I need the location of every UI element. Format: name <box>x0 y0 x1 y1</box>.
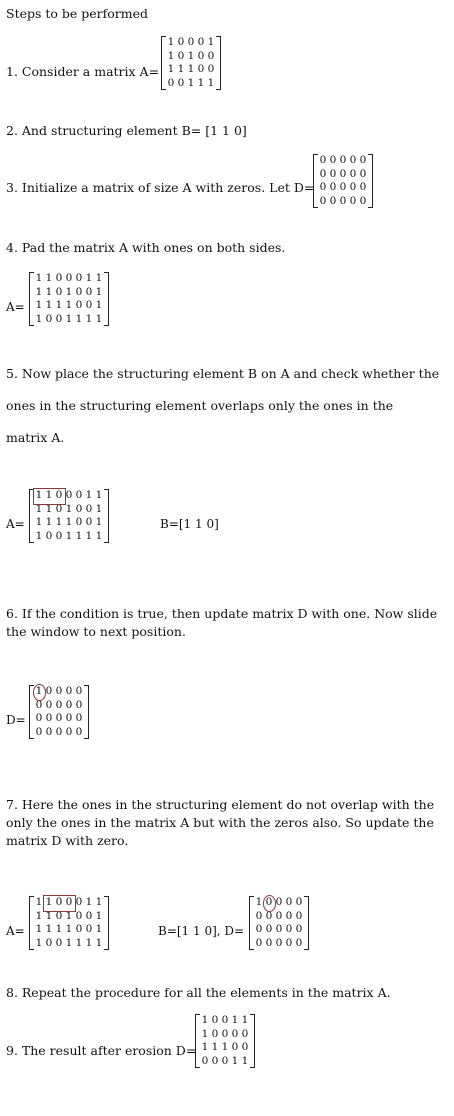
matrix-cell: 0 <box>65 698 73 711</box>
matrix-cell: 0 <box>75 712 83 724</box>
matrix-cell: 1 <box>201 1041 209 1053</box>
matrix-cell: 0 <box>339 194 347 207</box>
matrix-cell: 1 <box>75 312 83 325</box>
matrix-cell: 0 <box>35 712 43 724</box>
matrix-cell: 1 <box>55 516 63 528</box>
matrix-cell: 0 <box>275 896 283 908</box>
matrix-cell: 1 <box>241 1014 249 1026</box>
matrix-cell: 0 <box>265 936 273 949</box>
right-bracket <box>368 154 373 208</box>
matrix-cell: 0 <box>329 194 337 207</box>
matrix-cell: 1 <box>65 923 73 935</box>
matrix-cell: 1 <box>85 489 93 501</box>
matrix-cell: 1 <box>45 299 53 311</box>
matrix-cell: 0 <box>359 194 367 207</box>
matrix-cell: 1 <box>241 1054 249 1067</box>
matrix-cell: 1 <box>95 299 103 311</box>
matrix-cell: 1 <box>85 936 93 949</box>
matrix-cell: 0 <box>75 725 83 738</box>
matrix-row <box>166 63 216 77</box>
matrix-cell: 0 <box>319 167 327 180</box>
step-7-line-1: 7. Here the ones in the structuring element do not overlap with the <box>6 797 435 812</box>
matrix-body <box>166 36 216 90</box>
matrix-cell: 0 <box>177 36 185 48</box>
matrix-row <box>34 712 84 726</box>
matrix-cell: 0 <box>45 312 53 325</box>
matrix-cell: 0 <box>339 154 347 166</box>
matrix-cell: 0 <box>295 909 303 922</box>
matrix-cell: 1 <box>35 529 43 542</box>
step-2-text: 2. And structuring element B= [1 1 0] <box>6 123 247 138</box>
matrix-cell: 0 <box>349 181 357 193</box>
matrix-cell: 0 <box>177 49 185 62</box>
matrix-cell: 0 <box>319 154 327 166</box>
matrix-cell: 0 <box>241 1041 249 1053</box>
left-bracket <box>29 896 34 950</box>
matrix-cell: 0 <box>45 936 53 949</box>
matrix-row <box>34 937 104 951</box>
matrix-cell: 0 <box>75 285 83 298</box>
right-bracket <box>216 36 221 90</box>
matrix-cell: 1 <box>45 489 53 501</box>
matrix-cell: 0 <box>349 194 357 207</box>
matrix-cell: 1 <box>65 299 73 311</box>
step-7-line-2: only the ones in the matrix A but with the zeros also. So update the <box>6 815 434 830</box>
matrix-cell: 0 <box>349 167 357 180</box>
matrix-row <box>34 726 84 740</box>
matrix-cell: 0 <box>319 181 327 193</box>
matrix-row <box>34 530 104 544</box>
matrix-cell: 0 <box>55 712 63 724</box>
matrix-row <box>34 516 104 530</box>
matrix-cell: 0 <box>75 516 83 528</box>
matrix-cell: 1 <box>55 299 63 311</box>
matrix-row <box>34 503 104 517</box>
matrix-cell: 0 <box>295 896 303 908</box>
matrix-cell: 0 <box>55 909 63 922</box>
matrix-body <box>200 1014 250 1068</box>
right-bracket <box>104 489 109 543</box>
matrix-cell: 0 <box>339 181 347 193</box>
step-8-text: 8. Repeat the procedure for all the elements in the matrix A. <box>6 985 391 1000</box>
matrix-cell: 1 <box>35 685 43 697</box>
right-bracket <box>304 896 309 950</box>
left-bracket <box>195 1014 200 1068</box>
matrix-cell: 1 <box>95 312 103 325</box>
matrix-a-padded-window-2 <box>34 896 104 950</box>
matrix-row <box>166 36 216 50</box>
matrix-cell: 1 <box>45 502 53 515</box>
matrix-cell: 0 <box>197 49 205 62</box>
matrix-cell: 1 <box>85 529 93 542</box>
matrix-cell: 0 <box>45 698 53 711</box>
matrix-cell: 0 <box>55 285 63 298</box>
matrix-cell: 0 <box>55 489 63 501</box>
matrix-cell: 1 <box>95 909 103 922</box>
matrix-cell: 1 <box>187 76 195 89</box>
matrix-cell: 1 <box>45 516 53 528</box>
matrix-cell: 0 <box>75 909 83 922</box>
matrix-cell: 0 <box>359 154 367 166</box>
step-9-text: 9. The result after erosion D= <box>6 1043 197 1058</box>
matrix-cell: 0 <box>65 272 73 284</box>
matrix-cell: 1 <box>65 312 73 325</box>
matrix-body <box>34 685 84 739</box>
matrix-cell: 0 <box>197 36 205 48</box>
matrix-cell: 1 <box>197 76 205 89</box>
matrix-cell: 0 <box>207 49 215 62</box>
matrix-cell: 1 <box>65 285 73 298</box>
matrix-cell: 0 <box>55 725 63 738</box>
matrix-row <box>34 685 84 699</box>
matrix-cell: 0 <box>295 936 303 949</box>
step-7-line-3: matrix D with zero. <box>6 833 129 848</box>
matrix-cell: 0 <box>349 154 357 166</box>
matrix-cell: 0 <box>265 896 273 908</box>
matrix-cell: 1 <box>35 299 43 311</box>
matrix-cell: 0 <box>65 685 73 697</box>
matrix-cell: 0 <box>187 36 195 48</box>
matrix-cell: 0 <box>45 712 53 724</box>
matrix-row <box>34 489 104 503</box>
matrix-d-step-6 <box>34 685 84 739</box>
matrix-cell: 0 <box>55 529 63 542</box>
matrix-cell: 1 <box>231 1014 239 1026</box>
d-equals-label: D= <box>6 713 26 727</box>
matrix-row <box>254 923 304 937</box>
matrix-body <box>318 154 368 208</box>
matrix-cell: 0 <box>265 923 273 935</box>
right-bracket <box>104 896 109 950</box>
matrix-row <box>34 699 84 713</box>
matrix-cell: 0 <box>55 272 63 284</box>
matrix-cell: 1 <box>35 936 43 949</box>
step-4-text: 4. Pad the matrix A with ones on both sides. <box>6 240 286 255</box>
matrix-cell: 0 <box>275 909 283 922</box>
matrix-cell: 1 <box>221 1041 229 1053</box>
matrix-cell: 0 <box>85 516 93 528</box>
matrix-row <box>34 272 104 286</box>
matrix-cell: 0 <box>231 1041 239 1053</box>
matrix-cell: 1 <box>55 923 63 935</box>
matrix-body <box>254 896 304 950</box>
matrix-cell: 0 <box>329 154 337 166</box>
matrix-row <box>200 1028 250 1042</box>
matrix-cell: 0 <box>275 936 283 949</box>
matrix-row <box>254 910 304 924</box>
matrix-cell: 1 <box>95 936 103 949</box>
matrix-d-step-7 <box>254 896 304 950</box>
matrix-row <box>318 181 368 195</box>
step-6-line-2: the window to next position. <box>6 624 186 639</box>
matrix-a-padded-window-1 <box>34 489 104 543</box>
matrix-row <box>34 286 104 300</box>
matrix-cell: 0 <box>221 1054 229 1067</box>
matrix-cell: 0 <box>211 1014 219 1026</box>
matrix-cell: 0 <box>75 502 83 515</box>
step-5-line-1: 5. Now place the structuring element B on A and check whether the <box>6 366 440 381</box>
matrix-cell: 1 <box>75 936 83 949</box>
matrix-row <box>166 50 216 64</box>
matrix-cell: 1 <box>187 49 195 62</box>
matrix-cell: 1 <box>95 923 103 935</box>
left-bracket <box>29 685 34 739</box>
matrix-cell: 1 <box>35 923 43 935</box>
a-equals-label: A= <box>6 924 25 938</box>
matrix-cell: 0 <box>255 923 263 935</box>
matrix-cell: 1 <box>45 285 53 298</box>
matrix-cell: 0 <box>35 698 43 711</box>
matrix-cell: 0 <box>45 529 53 542</box>
matrix-cell: 0 <box>231 1027 239 1040</box>
right-bracket <box>84 685 89 739</box>
matrix-cell: 1 <box>35 896 43 908</box>
matrix-cell: 0 <box>65 489 73 501</box>
matrix-body <box>34 896 104 950</box>
matrix-row <box>318 168 368 182</box>
matrix-cell: 0 <box>55 896 63 908</box>
matrix-cell: 0 <box>65 896 73 908</box>
matrix-cell: 1 <box>167 63 175 75</box>
matrix-cell: 1 <box>95 272 103 284</box>
matrix-row <box>34 910 104 924</box>
matrix-row <box>318 195 368 209</box>
matrix-cell: 1 <box>167 49 175 62</box>
matrix-cell: 0 <box>55 312 63 325</box>
matrix-cell: 0 <box>55 685 63 697</box>
matrix-cell: 0 <box>85 909 93 922</box>
matrix-cell: 0 <box>285 936 293 949</box>
matrix-cell: 1 <box>45 896 53 908</box>
matrix-cell: 1 <box>255 896 263 908</box>
step-6-line-1: 6. If the condition is true, then update matrix D with one. Now slide <box>6 606 438 621</box>
matrix-cell: 0 <box>319 194 327 207</box>
matrix-cell: 1 <box>207 76 215 89</box>
step-5-line-2: ones in the structuring element overlaps only the ones in the <box>6 398 394 413</box>
matrix-cell: 0 <box>167 76 175 89</box>
matrix-a <box>166 36 216 90</box>
right-bracket <box>104 272 109 326</box>
matrix-cell: 1 <box>75 529 83 542</box>
matrix-cell: 0 <box>75 923 83 935</box>
matrix-cell: 0 <box>55 936 63 949</box>
matrix-cell: 0 <box>285 896 293 908</box>
matrix-cell: 1 <box>85 312 93 325</box>
matrix-cell: 0 <box>55 502 63 515</box>
matrix-cell: 1 <box>65 936 73 949</box>
matrix-d-result <box>200 1014 250 1068</box>
matrix-cell: 0 <box>55 698 63 711</box>
matrix-cell: 0 <box>35 725 43 738</box>
step-3-text: 3. Initialize a matrix of size A with zeros. Let D= <box>6 180 315 195</box>
matrix-cell: 0 <box>285 909 293 922</box>
b-d-equals-label: B=[1 1 0], D= <box>158 924 245 938</box>
matrix-cell: 1 <box>35 285 43 298</box>
matrix-cell: 0 <box>75 685 83 697</box>
matrix-cell: 1 <box>65 529 73 542</box>
step-1-text: 1. Consider a matrix A= <box>6 64 160 79</box>
matrix-cell: 1 <box>45 909 53 922</box>
matrix-row <box>254 937 304 951</box>
matrix-cell: 0 <box>255 909 263 922</box>
matrix-cell: 0 <box>65 712 73 724</box>
matrix-cell: 0 <box>65 725 73 738</box>
matrix-cell: 0 <box>211 1054 219 1067</box>
matrix-cell: 1 <box>35 909 43 922</box>
matrix-a-padded <box>34 272 104 326</box>
matrix-cell: 1 <box>35 516 43 528</box>
matrix-cell: 1 <box>45 272 53 284</box>
matrix-cell: 0 <box>359 181 367 193</box>
matrix-row <box>166 77 216 91</box>
matrix-row <box>34 923 104 937</box>
a-equals-label: A= <box>6 517 25 531</box>
matrix-cell: 0 <box>211 1027 219 1040</box>
left-bracket <box>29 489 34 543</box>
matrix-cell: 0 <box>207 63 215 75</box>
matrix-cell: 1 <box>65 909 73 922</box>
matrix-cell: 1 <box>85 896 93 908</box>
matrix-cell: 0 <box>75 698 83 711</box>
matrix-cell: 1 <box>201 1014 209 1026</box>
matrix-row <box>200 1014 250 1028</box>
matrix-cell: 1 <box>177 63 185 75</box>
left-bracket <box>29 272 34 326</box>
matrix-row <box>34 313 104 327</box>
matrix-cell: 0 <box>285 923 293 935</box>
matrix-cell: 1 <box>35 489 43 501</box>
matrix-cell: 0 <box>75 299 83 311</box>
matrix-cell: 1 <box>187 63 195 75</box>
matrix-cell: 1 <box>65 516 73 528</box>
matrix-cell: 0 <box>275 923 283 935</box>
b-equals-label: B=[1 1 0] <box>160 517 219 531</box>
matrix-cell: 0 <box>329 181 337 193</box>
a-equals-label: A= <box>6 300 25 314</box>
matrix-cell: 0 <box>359 167 367 180</box>
matrix-cell: 0 <box>45 685 53 697</box>
matrix-cell: 0 <box>339 167 347 180</box>
matrix-cell: 0 <box>329 167 337 180</box>
matrix-cell: 0 <box>201 1054 209 1067</box>
matrix-cell: 0 <box>45 725 53 738</box>
matrix-cell: 0 <box>75 272 83 284</box>
matrix-cell: 1 <box>35 312 43 325</box>
matrix-cell: 0 <box>85 285 93 298</box>
matrix-cell: 1 <box>35 502 43 515</box>
matrix-cell: 0 <box>75 489 83 501</box>
matrix-cell: 0 <box>221 1014 229 1026</box>
matrix-row <box>318 154 368 168</box>
matrix-cell: 1 <box>95 896 103 908</box>
left-bracket <box>313 154 318 208</box>
matrix-cell: 1 <box>95 489 103 501</box>
matrix-cell: 1 <box>207 36 215 48</box>
matrix-cell: 1 <box>95 502 103 515</box>
right-bracket <box>250 1014 255 1068</box>
matrix-row <box>254 896 304 910</box>
matrix-d-initial <box>318 154 368 208</box>
matrix-cell: 0 <box>255 936 263 949</box>
matrix-cell: 1 <box>95 285 103 298</box>
matrix-cell: 0 <box>75 896 83 908</box>
matrix-cell: 1 <box>211 1041 219 1053</box>
matrix-body <box>34 489 104 543</box>
matrix-body <box>34 272 104 326</box>
matrix-cell: 1 <box>85 272 93 284</box>
matrix-cell: 1 <box>167 36 175 48</box>
matrix-cell: 0 <box>221 1027 229 1040</box>
page-title: Steps to be performed <box>6 6 149 21</box>
matrix-row <box>34 896 104 910</box>
matrix-row <box>34 299 104 313</box>
matrix-cell: 0 <box>85 502 93 515</box>
step-5-line-3: matrix A. <box>6 430 65 445</box>
left-bracket <box>249 896 254 950</box>
matrix-cell: 0 <box>295 923 303 935</box>
matrix-cell: 0 <box>85 923 93 935</box>
matrix-cell: 1 <box>35 272 43 284</box>
matrix-cell: 1 <box>45 923 53 935</box>
matrix-cell: 1 <box>95 516 103 528</box>
matrix-row <box>200 1041 250 1055</box>
matrix-row <box>200 1055 250 1069</box>
matrix-cell: 0 <box>241 1027 249 1040</box>
matrix-cell: 1 <box>95 529 103 542</box>
matrix-cell: 0 <box>177 76 185 89</box>
matrix-cell: 0 <box>197 63 205 75</box>
matrix-cell: 1 <box>201 1027 209 1040</box>
matrix-cell: 0 <box>265 909 273 922</box>
left-bracket <box>161 36 166 90</box>
matrix-cell: 1 <box>65 502 73 515</box>
matrix-cell: 0 <box>85 299 93 311</box>
matrix-cell: 1 <box>231 1054 239 1067</box>
